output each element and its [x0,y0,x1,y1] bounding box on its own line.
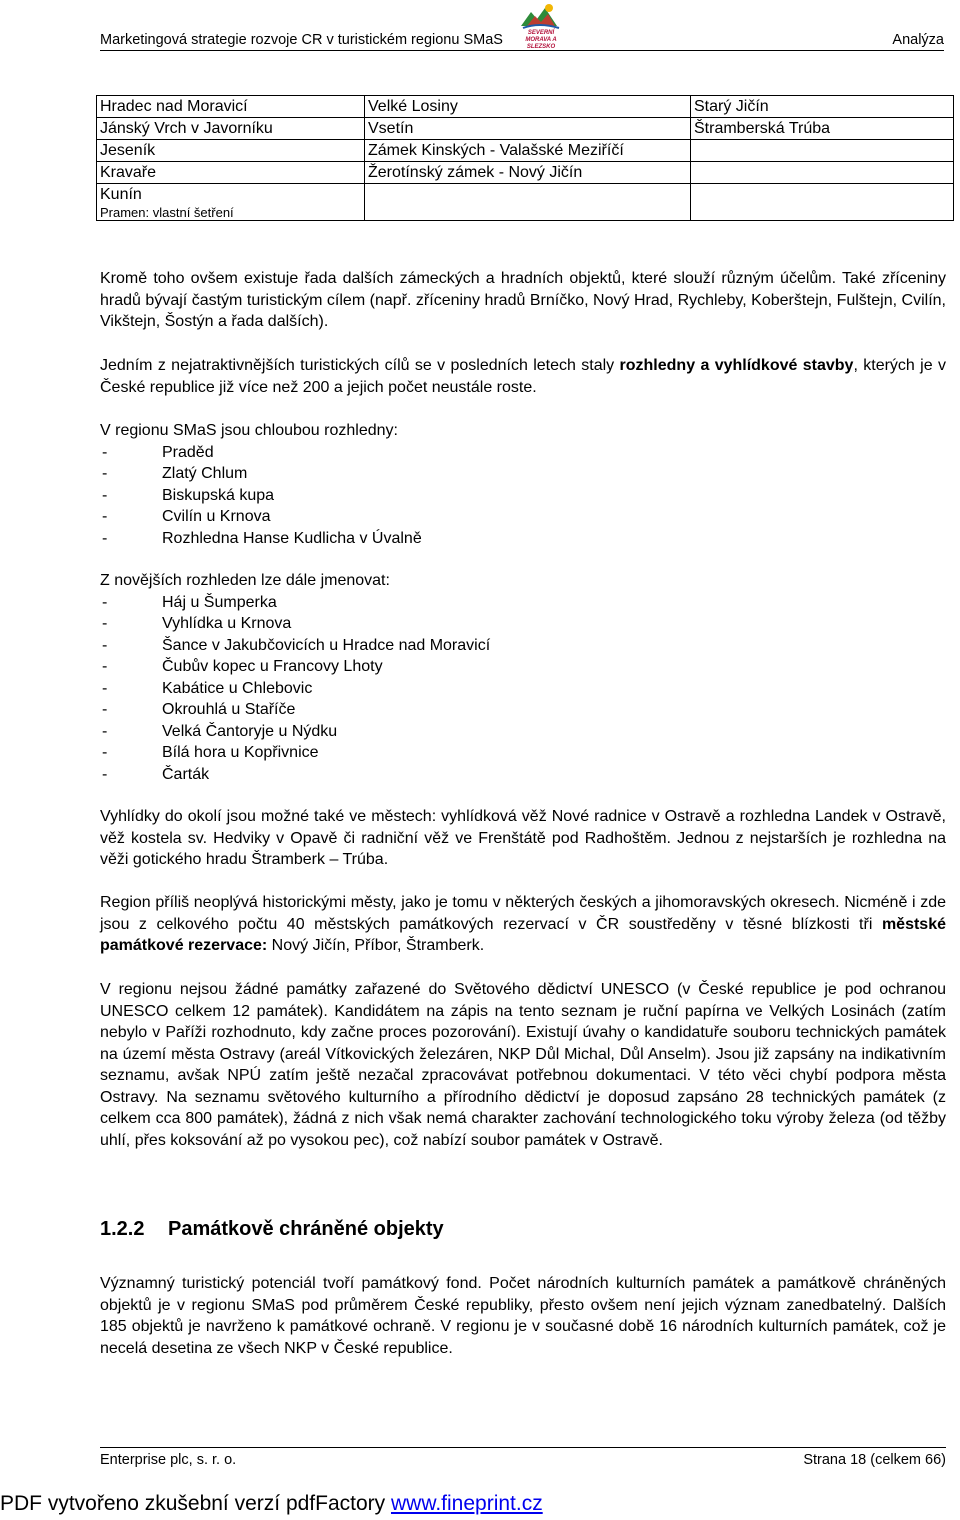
list-item: - Velká Čantoryje u Nýdku [102,722,338,740]
table-row [97,184,954,221]
region-logo [515,2,565,52]
mountains-icon [515,2,565,32]
list-intro: Z novějších rozhleden lze dále jmenovat: [100,572,390,589]
text-run: Nový Jičín, Příbor, Štramberk. [267,937,485,954]
pdf-watermark-text: PDF vytvořeno zkušební verzí pdfFactory [0,1492,391,1515]
paragraph-monuments: Významný turistický potenciál tvoří památkový fond. Počet národních kulturních památek a památkově chráněných objektů je v regionu SMaS pod průměrem České republiky, přesto ovšem není jejich význam zanedbatelný. Dalších 185 objektů je navrženo k památkové ochraně. V regionu je v současné době 16 národních kulturních památek, což je necelá desetina ze všech NKP v České republice. [100,1275,946,1357]
table-cell: Žerotínský zámek - Nový Jičín [365,162,691,184]
text-run: Region příliš neoplývá historickými městy, jako je tomu v některých českých a jihomoravských okresech. Nicméně i zde jsou z celkového počtu 40 městských památkových rezervací v ČR soustředěny v těsné blízkosti tři [100,894,946,933]
text-run: Jedním z nejatraktivnějších turistických cílů se v posledních letech staly [100,357,620,374]
footer-company: Enterprise plc, s. r. o. [100,1452,237,1468]
paragraph-lookout-towers [100,355,946,398]
section-title: Památkově chráněné objekty [168,1218,444,1240]
logo-text: SEVERNÍ MORAVA A SLEZSKO [525,30,557,50]
table-cell: Vsetín [365,118,691,140]
header-divider [100,50,944,51]
table-cell [691,162,954,184]
table-cell: Jeseník [97,140,365,162]
list-item: - Cvilín u Krnova [102,508,271,525]
table-cell: Starý Jičín [691,96,954,118]
section-number: 1.2.2 [100,1218,145,1240]
table-row [97,118,954,140]
table-cell [365,184,691,221]
section-label: Analýza [892,32,944,48]
fineprint-link[interactable]: www.fineprint.cz [390,1492,543,1515]
table-cell: Jánský Vrch v Javorníku [97,118,365,140]
table-cell: Štramberská Trúba [691,118,954,140]
list-item: - Čarták [102,765,210,783]
document-title: Marketingová strategie rozvoje CR v turistickém regionu SMaS [100,32,503,48]
list-item: - Bílá hora u Kopřivnice [102,744,319,761]
list-item: - Vyhlídka u Krnova [102,615,292,632]
list-item: - Okrouhlá u Staříče [102,701,296,718]
list-item: - Zlatý Chlum [102,465,248,482]
table-cell-text: Kunín [100,186,142,203]
table-source: Pramen: vlastní šetření [100,205,234,220]
text-bold: rozhledny a vyhlídkové stavby [619,357,854,374]
list-item: - Biskupská kupa [102,486,275,504]
footer-divider [100,1447,946,1448]
castles-table [96,95,954,221]
list-item: - Rozhledna Hanse Kudlicha v Úvalně [102,529,422,547]
table-cell: Velké Losiny [365,96,691,118]
page-header [100,22,944,58]
list-item: - Šance v Jakubčovicích u Hradce nad Moravicí [102,636,491,654]
table-cell: Kravaře [97,162,365,184]
list-item: - Kabátice u Chlebovic [102,679,313,697]
table-row [97,140,954,162]
lookout-list-main [100,420,946,549]
pdf-watermark [0,1492,543,1516]
lookout-list-newer [100,570,946,785]
table-cell [97,184,365,221]
text-run: , kterých je v České republice již více než 200 a jejich počet neustále roste. [100,357,946,396]
list-item: - Háj u Šumperka [102,593,277,611]
text-bold: městské památkové rezervace: [100,915,946,954]
list-item: - Praděd [102,443,214,461]
table-cell: Zámek Kinských - Valašské Meziříčí [365,140,691,162]
section-heading [100,1218,444,1241]
list-intro: V regionu SMaS jsou chloubou rozhledny: [100,422,398,439]
table-cell: Hradec nad Moravicí [97,96,365,118]
paragraph-unesco: V regionu nejsou žádné památky zařazené do Světového dědictví UNESCO (v České republice je pod ochranou UNESCO celkem 12 památek). Kandidátem na zápis na tento seznam je ruční papírna ve Velkých Losinách (zatím nebylo v Paříži rozhodnuto, kdy začne proces pozorování). Existují úvahy o kandidatuře souboru technických památek na území města Ostravy (areál Vítkovických železáren, NKP Důl Michal, Důl Anselm). Jsou již zapsány na indikativním seznamu, avšak NPÚ zatím ještě nezačal zpracovávat potřebnou dokumentaci. V této věci chybí podpora města Ostravy. Na seznamu světového kulturního a přírodního dědictví je doposud zapsáno 28 technických památek (z celkem cca 800 památek), žádná z nich však nemá charakter zachování technologického toku výroby železa (od těžby uhlí, přes koksování až po vysokou pec), což nabízí soubor památek v Ostravě. [100,981,946,1149]
table-cell [691,184,954,221]
paragraph-city-views: Vyhlídky do okolí jsou možné také ve městech: vyhlídková věž Nové radnice v Ostravě a rozhledna Landek v Ostravě, věž kostela sv. Hedviky v Opavě či radniční věž ve Frenštátě pod Radhoštěm. Jednou z nejstarších je rozhledna na věži gotického hradu Štramberk – Trúba. [100,808,946,868]
table-row [97,162,954,184]
table-row [97,96,954,118]
paragraph-castles: Kromě toho ovšem existuje řada dalších zámeckých a hradních objektů, které slouží různým účelům. Také zříceniny hradů bývají častým turistickým cílem (např. zříceniny hradů Brníčko, Nový Hrad, Rychleby, Koberštejn, Fulštejn, Cvilín, Vikštejn, Šostýn a řada dalších). [100,270,946,330]
footer-page-number: Strana 18 (celkem 66) [803,1452,946,1468]
table-cell [691,140,954,162]
paragraph-historic-towns [100,892,946,957]
list-item: - Čubův kopec u Francovy Lhoty [102,658,383,675]
